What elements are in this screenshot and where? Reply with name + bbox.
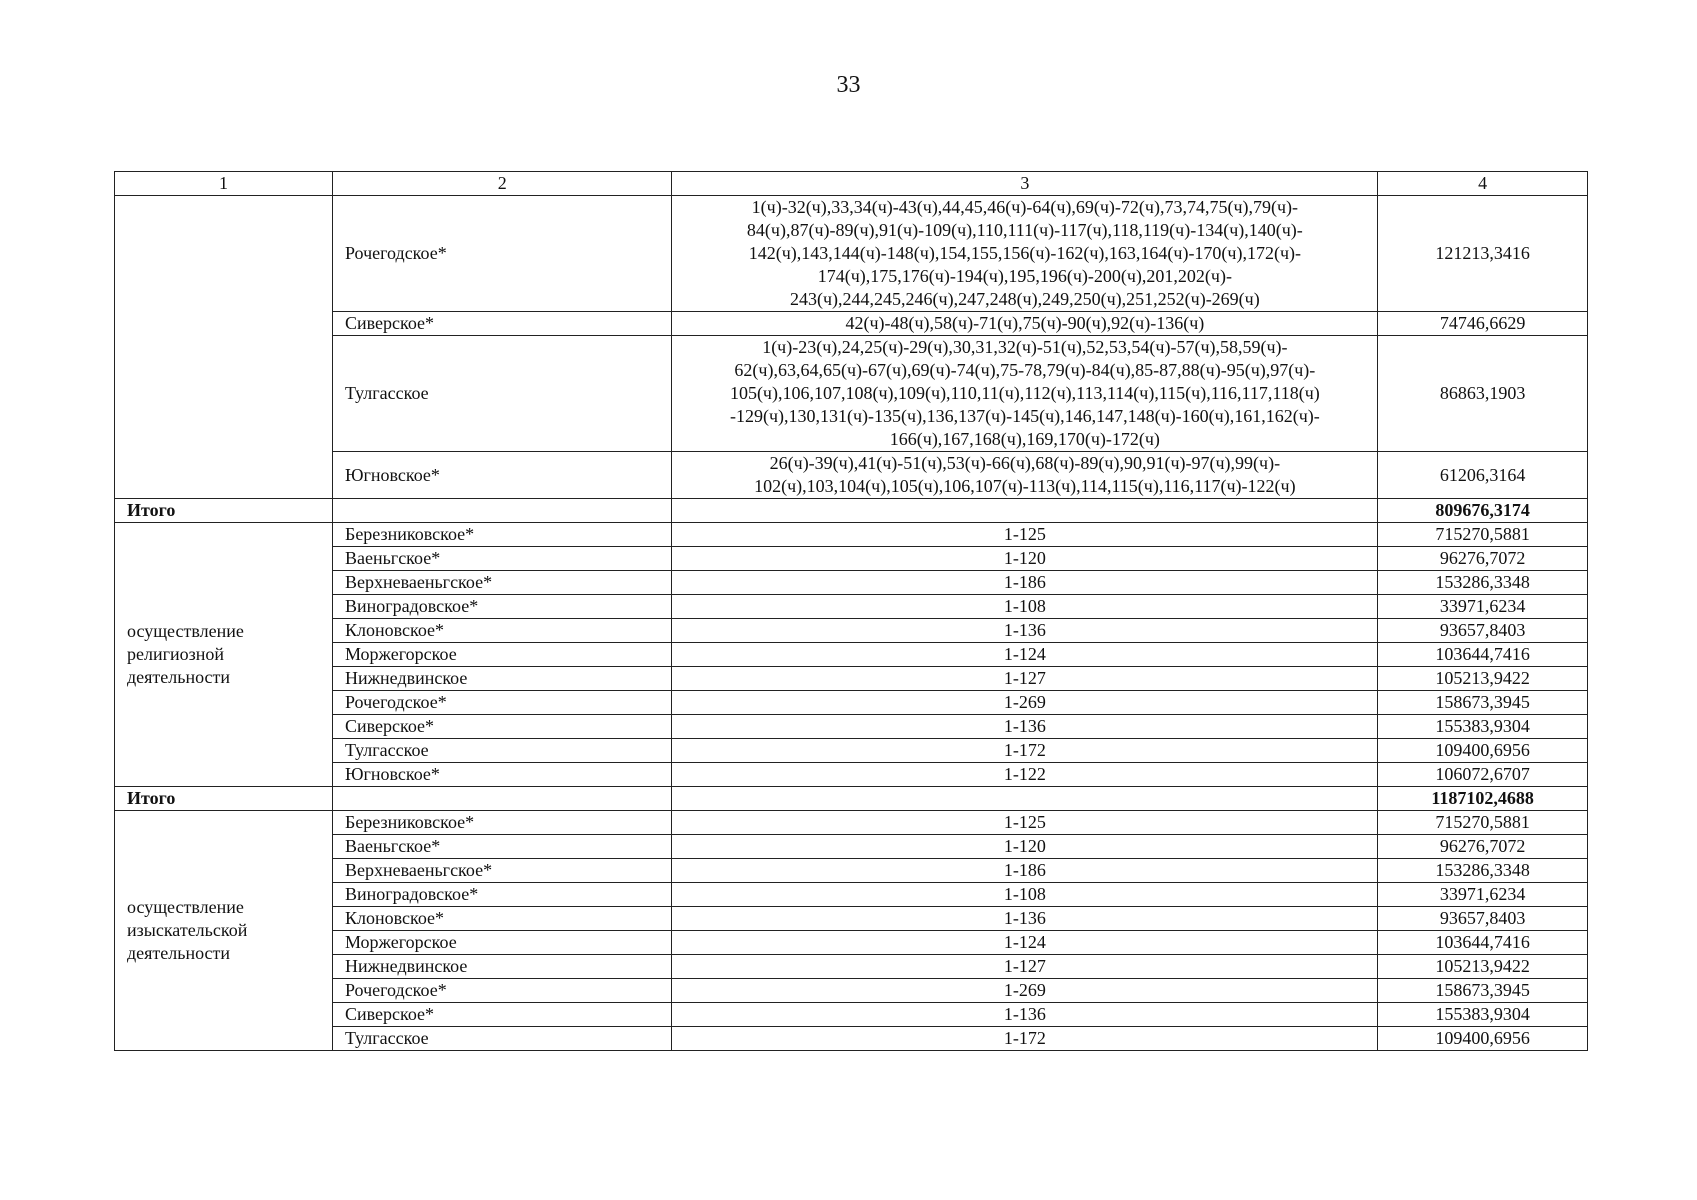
area-value: 105213,9422 [1378, 955, 1588, 979]
empty-cell [672, 499, 1378, 523]
category-line: деятельности [127, 943, 231, 963]
plot-numbers [672, 452, 1378, 499]
table-row [115, 835, 1588, 859]
area-value: 33971,6234 [1378, 595, 1588, 619]
area-value: 96276,7072 [1378, 835, 1588, 859]
area-value: 121213,3416 [1378, 196, 1588, 312]
header-col-4: 4 [1378, 172, 1588, 196]
category-line: деятельности [127, 667, 231, 687]
total-value: 809676,3174 [1378, 499, 1588, 523]
forestry-name: Сиверское* [332, 1003, 671, 1027]
table-row [115, 547, 1588, 571]
forestry-name: Тулгасское [332, 739, 671, 763]
plot-numbers: 1-108 [672, 595, 1378, 619]
forestry-name: Тулгасское [332, 336, 671, 452]
plot-numbers: 1-122 [672, 763, 1378, 787]
table-row [115, 859, 1588, 883]
table-row [115, 955, 1588, 979]
forestry-name: Рочегодское* [332, 691, 671, 715]
table-row [115, 571, 1588, 595]
plot-line: 102(ч),103,104(ч),105(ч),106,107(ч)-113(ч),114,115(ч),116,117(ч)-122(ч) [754, 476, 1296, 496]
plot-numbers: 1-136 [672, 1003, 1378, 1027]
plot-line: 1(ч)-23(ч),24,25(ч)-29(ч),30,31,32(ч)-51(ч),52,53,54(ч)-57(ч),58,59(ч)- [762, 337, 1288, 357]
total-label: Итого [115, 499, 333, 523]
area-value: 93657,8403 [1378, 619, 1588, 643]
plot-numbers: 1-136 [672, 907, 1378, 931]
forestry-name: Клоновское* [332, 619, 671, 643]
area-value: 86863,1903 [1378, 336, 1588, 452]
area-value: 93657,8403 [1378, 907, 1588, 931]
area-value: 103644,7416 [1378, 643, 1588, 667]
table-row [115, 595, 1588, 619]
table-row [115, 619, 1588, 643]
total-value: 1187102,4688 [1378, 787, 1588, 811]
area-value: 155383,9304 [1378, 1003, 1588, 1027]
table-row [115, 715, 1588, 739]
table-row [115, 739, 1588, 763]
area-value: 105213,9422 [1378, 667, 1588, 691]
category-cell-empty [115, 196, 333, 499]
area-value: 109400,6956 [1378, 739, 1588, 763]
plot-numbers: 1-124 [672, 931, 1378, 955]
area-value: 74746,6629 [1378, 312, 1588, 336]
table-row [115, 667, 1588, 691]
header-col-3: 3 [672, 172, 1378, 196]
table-header-row [115, 172, 1588, 196]
forestry-name: Виноградовское* [332, 595, 671, 619]
plot-line: 243(ч),244,245,246(ч),247,248(ч),249,250(ч),251,252(ч)-269(ч) [789, 289, 1260, 309]
plot-numbers: 1-186 [672, 571, 1378, 595]
table-row [115, 1003, 1588, 1027]
plot-line: 42(ч)-48(ч),58(ч)-71(ч),75(ч)-90(ч),92(ч)-136(ч) [845, 313, 1205, 333]
area-value: 61206,3164 [1378, 452, 1588, 499]
plot-numbers: 1-127 [672, 667, 1378, 691]
table-row [115, 883, 1588, 907]
area-value: 715270,5881 [1378, 523, 1588, 547]
plot-numbers: 1-136 [672, 619, 1378, 643]
table-row [115, 523, 1588, 547]
forest-area-table [114, 171, 1588, 1051]
table-row [115, 452, 1588, 499]
area-value: 153286,3348 [1378, 859, 1588, 883]
area-value: 33971,6234 [1378, 883, 1588, 907]
plot-numbers: 1-269 [672, 979, 1378, 1003]
area-value: 109400,6956 [1378, 1027, 1588, 1051]
total-label: Итого [115, 787, 333, 811]
area-value: 158673,3945 [1378, 979, 1588, 1003]
total-row [115, 787, 1588, 811]
header-col-2: 2 [332, 172, 671, 196]
forestry-name: Нижнедвинское [332, 955, 671, 979]
forestry-name: Рочегодское* [332, 979, 671, 1003]
table-row [115, 763, 1588, 787]
plot-numbers: 1-136 [672, 715, 1378, 739]
forestry-name: Верхневаеньгское* [332, 571, 671, 595]
page-number: 33 [836, 72, 861, 98]
table-row [115, 196, 1588, 312]
plot-numbers: 1-108 [672, 883, 1378, 907]
area-value: 715270,5881 [1378, 811, 1588, 835]
forestry-name: Ваеньгское* [332, 547, 671, 571]
plot-numbers: 1-172 [672, 1027, 1378, 1051]
plot-numbers: 1-186 [672, 859, 1378, 883]
plot-numbers: 1-127 [672, 955, 1378, 979]
plot-line: -129(ч),130,131(ч)-135(ч),136,137(ч)-145(ч),146,147,148(ч)-160(ч),161,162(ч)- [729, 406, 1320, 426]
category-cell [115, 523, 333, 787]
table-row [115, 312, 1588, 336]
category-line: осуществление [127, 897, 244, 917]
area-value: 96276,7072 [1378, 547, 1588, 571]
area-value: 103644,7416 [1378, 931, 1588, 955]
forestry-name: Сиверское* [332, 715, 671, 739]
forestry-name: Югновское* [332, 763, 671, 787]
plot-line: 105(ч),106,107,108(ч),109(ч),110,11(ч),112(ч),113,114(ч),115(ч),116,117,118(ч) [729, 383, 1320, 403]
table-row [115, 643, 1588, 667]
area-value: 153286,3348 [1378, 571, 1588, 595]
category-line: религиозной [127, 644, 224, 664]
plot-numbers: 1-125 [672, 811, 1378, 835]
category-cell [115, 811, 333, 1051]
forestry-name: Виноградовское* [332, 883, 671, 907]
plot-line: 62(ч),63,64,65(ч)-67(ч),69(ч)-74(ч),75-78,79(ч)-84(ч),85-87,88(ч)-95(ч),97(ч)- [734, 360, 1316, 380]
plot-numbers: 1-172 [672, 739, 1378, 763]
plot-numbers [672, 312, 1378, 336]
plot-line: 174(ч),175,176(ч)-194(ч),195,196(ч)-200(ч),201,202(ч)- [817, 266, 1232, 286]
forestry-name: Рочегодское* [332, 196, 671, 312]
plot-numbers [672, 336, 1378, 452]
plot-line: 84(ч),87(ч)-89(ч),91(ч)-109(ч),110,111(ч)-117(ч),118,119(ч)-134(ч),140(ч)- [746, 220, 1303, 240]
forestry-name: Ваеньгское* [332, 835, 671, 859]
plot-line: 1(ч)-32(ч),33,34(ч)-43(ч),44,45,46(ч)-64(ч),69(ч)-72(ч),73,74,75(ч),79(ч)- [751, 197, 1299, 217]
forestry-name: Березниковское* [332, 811, 671, 835]
area-value: 155383,9304 [1378, 715, 1588, 739]
area-value: 106072,6707 [1378, 763, 1588, 787]
plot-numbers: 1-120 [672, 835, 1378, 859]
table-row [115, 1027, 1588, 1051]
table-row [115, 691, 1588, 715]
plot-numbers: 1-124 [672, 643, 1378, 667]
plot-numbers [672, 196, 1378, 312]
table-row [115, 979, 1588, 1003]
area-value: 158673,3945 [1378, 691, 1588, 715]
plot-numbers: 1-125 [672, 523, 1378, 547]
forestry-name: Верхневаеньгское* [332, 859, 671, 883]
forestry-name: Сиверское* [332, 312, 671, 336]
plot-line: 166(ч),167,168(ч),169,170(ч)-172(ч) [889, 429, 1160, 449]
header-col-1: 1 [115, 172, 333, 196]
table-row [115, 907, 1588, 931]
forestry-name: Моржегорское [332, 643, 671, 667]
empty-cell [332, 787, 671, 811]
forestry-name: Березниковское* [332, 523, 671, 547]
forestry-name: Югновское* [332, 452, 671, 499]
plot-line: 142(ч),143,144(ч)-148(ч),154,155,156(ч)-162(ч),163,164(ч)-170(ч),172(ч)- [748, 243, 1302, 263]
forestry-name: Нижнедвинское [332, 667, 671, 691]
table-row [115, 336, 1588, 452]
empty-cell [332, 499, 671, 523]
table-row [115, 811, 1588, 835]
plot-line: 26(ч)-39(ч),41(ч)-51(ч),53(ч)-66(ч),68(ч)-89(ч),90,91(ч)-97(ч),99(ч)- [769, 453, 1281, 473]
forestry-name: Моржегорское [332, 931, 671, 955]
category-line: осуществление [127, 621, 244, 641]
plot-numbers: 1-269 [672, 691, 1378, 715]
forestry-name: Тулгасское [332, 1027, 671, 1051]
empty-cell [672, 787, 1378, 811]
table-row [115, 931, 1588, 955]
category-line: изыскательской [127, 920, 248, 940]
forestry-name: Клоновское* [332, 907, 671, 931]
plot-numbers: 1-120 [672, 547, 1378, 571]
total-row [115, 499, 1588, 523]
